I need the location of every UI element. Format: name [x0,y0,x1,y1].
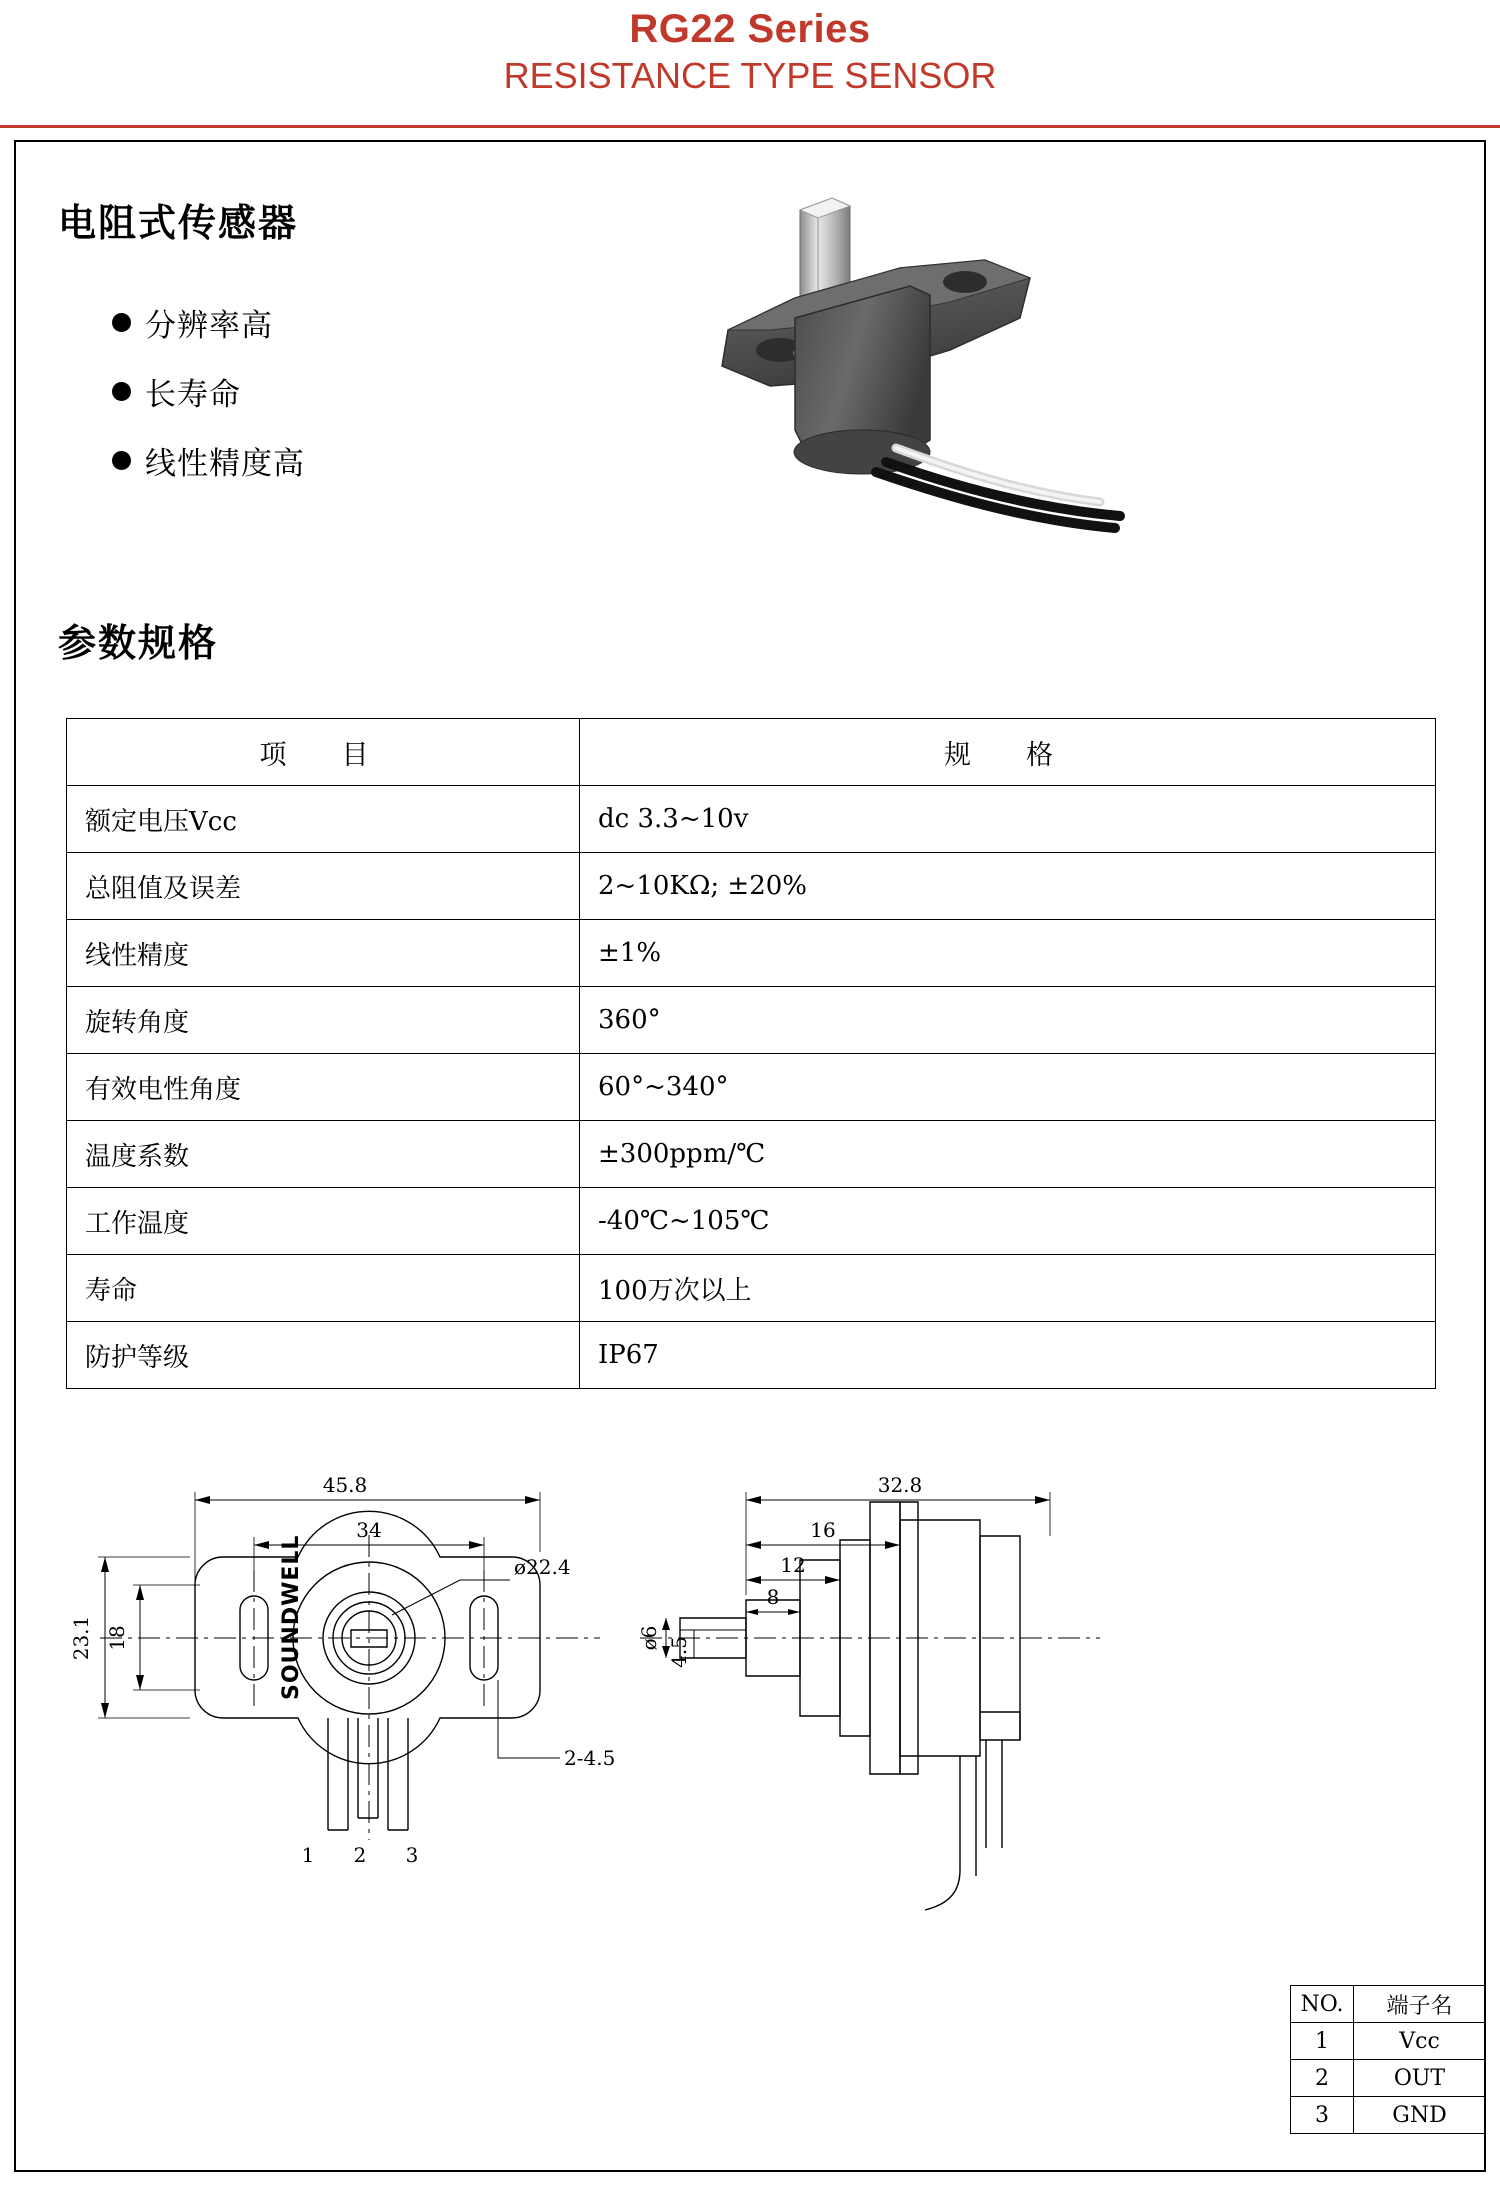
spec-item: 额定电压Vcc [67,786,580,853]
terminal-table [1290,1985,1486,2134]
dim-shaft-dia: ø6 [637,1625,661,1651]
feature-label: 长寿命 [145,377,241,413]
table-row [67,1255,1436,1322]
terminal-name: GND [1354,2097,1486,2134]
table-row [1291,2060,1486,2097]
spec-item: 温度系数 [67,1121,580,1188]
spec-table [66,718,1436,1389]
table-row [67,1322,1436,1389]
dim-shaft-flat: 4.5 [667,1636,691,1668]
spec-value: dc 3.3~10v [580,786,1436,853]
spec-value: 60°~340° [580,1054,1436,1121]
bullet-dot-icon [112,382,131,401]
terminal-no: 2 [1291,2060,1354,2097]
spec-section-title: 参数规格 [58,621,219,665]
pin-number-3: 3 [405,1843,419,1867]
table-header-row [1291,1986,1486,2023]
spec-value: -40℃~105℃ [580,1188,1436,1255]
list-item [112,369,512,414]
pin-number-1: 1 [301,1843,315,1867]
feature-list [112,300,512,507]
spec-value: IP67 [580,1322,1436,1389]
table-row [67,1121,1436,1188]
list-item [112,300,512,345]
spec-value: 360° [580,987,1436,1054]
page-subtitle: RESISTANCE TYPE SENSOR [503,55,997,96]
spec-value: ±300ppm/℃ [580,1121,1436,1188]
terminal-no: 3 [1291,2097,1354,2134]
table-header-row [67,719,1436,786]
table-row [67,1188,1436,1255]
spec-item: 总阻值及误差 [67,853,580,920]
side-view [640,1492,1100,1910]
spec-item: 寿命 [67,1255,580,1322]
table-row [1291,2097,1486,2134]
dim-16: 16 [810,1518,836,1542]
dim-slot-note: 2-4.5 [564,1746,616,1770]
spec-value: ±1% [580,920,1436,987]
column-header-item: 项 目 [67,719,580,786]
body-graphic [794,286,930,474]
front-view [98,1492,600,1840]
page-title: RG22 Series [629,7,871,51]
table-row [67,786,1436,853]
spec-value: 2~10KΩ; ±20% [580,853,1436,920]
feature-label: 线性精度高 [145,446,305,482]
spec-item: 工作温度 [67,1188,580,1255]
dim-overall-length: 32.8 [877,1473,923,1497]
dimension-labels [69,1473,922,1867]
spec-value: 100万次以上 [580,1255,1436,1322]
dim-overall-height: 23.1 [69,1615,93,1661]
dim-12: 12 [780,1553,806,1577]
list-item [112,438,512,483]
dim-overall-width: 45.8 [322,1473,368,1497]
column-header-value: 规 格 [580,719,1436,786]
column-header-no: NO. [1291,1986,1354,2023]
bullet-dot-icon [112,313,131,332]
spec-item: 线性精度 [67,920,580,987]
page-header [0,0,1500,128]
spec-item: 有效电性角度 [67,1054,580,1121]
terminal-name: OUT [1354,2060,1486,2097]
drawing-brand-label: SOUNDWELL [279,1534,304,1700]
table-row [67,1054,1436,1121]
pin-number-2: 2 [353,1843,367,1867]
product-name: 电阻式传感器 [58,201,299,245]
technical-drawing [40,1440,1440,2140]
bullet-dot-icon [112,451,131,470]
terminal-no: 1 [1291,2023,1354,2060]
dim-boss-dia: ø22.4 [514,1555,571,1579]
table-row [67,987,1436,1054]
feature-label: 分辨率高 [145,308,273,344]
terminal-name: Vcc [1354,2023,1486,2060]
table-row [1291,2023,1486,2060]
dim-hole-span: 34 [356,1518,382,1542]
table-row [67,853,1436,920]
spec-item: 旋转角度 [67,987,580,1054]
spec-item: 防护等级 [67,1322,580,1389]
dim-8: 8 [766,1585,780,1609]
column-header-name: 端子名 [1354,1986,1486,2023]
product-photo [700,190,1220,610]
dim-inner-height: 18 [105,1625,129,1651]
table-row [67,920,1436,987]
